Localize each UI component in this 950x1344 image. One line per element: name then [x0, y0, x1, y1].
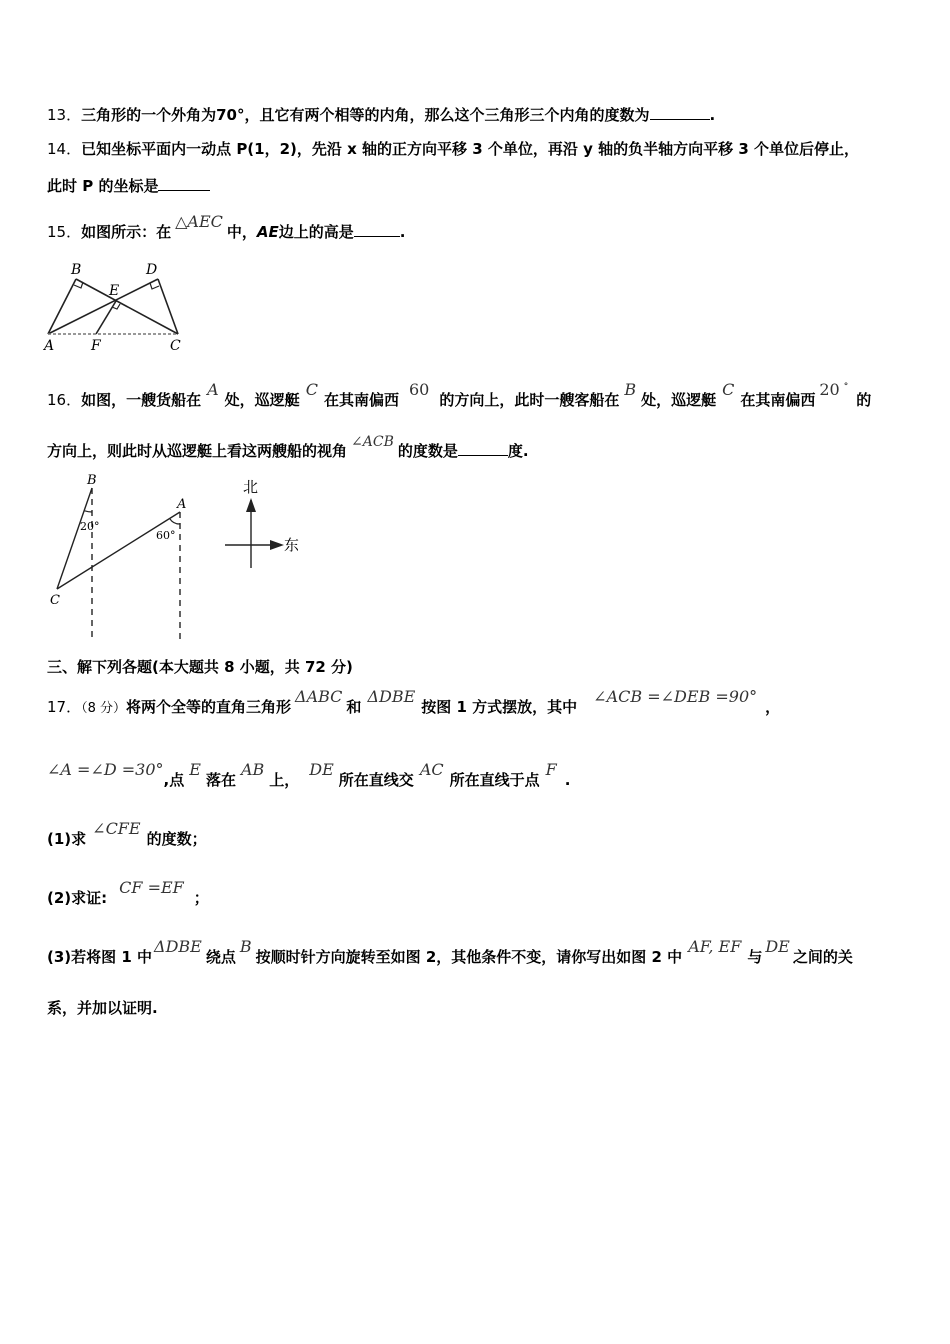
north-arrow-icon: [246, 498, 256, 512]
q13-angle: 70°: [216, 106, 245, 124]
q16-angle: ∠ACB: [351, 434, 394, 450]
q17-ab: AB: [240, 760, 265, 779]
q17-p3-line2: 系，并加以证明.: [47, 999, 158, 1017]
segment-ab: [48, 279, 76, 334]
q17-cond1: ∠ACB =∠DEB =90°: [593, 687, 758, 706]
q17-t1: 将两个全等的直角三角形: [126, 698, 292, 716]
q16-line2a: 方向上，则此时从巡逻艇上看这两艘船的视角: [47, 442, 348, 460]
label-d: D: [146, 262, 158, 278]
q15-text2: 中，: [226, 223, 257, 241]
q17-p2-eq: CF =EF: [119, 878, 184, 897]
q17-p3-pt: B: [239, 937, 252, 956]
q17-p3-b: 绕点: [205, 948, 236, 966]
section-3-heading: 三、解下列各题(本大题共 8 小题，共 72 分): [47, 658, 353, 676]
q16-line2c: 度.: [507, 442, 529, 460]
angle-arc-a: [170, 518, 180, 524]
q17-t8: .: [564, 771, 571, 789]
q17-part2: [47, 878, 209, 908]
q16-c2: C: [722, 380, 735, 399]
q14-text: 已知坐标平面内一动点 P(1，2)，先沿 x 轴的正方向平移 3 个单位，再沿 y 轴的负半轴方向平移 3 个单位后停止，: [81, 140, 860, 158]
question-17-line2: [47, 760, 571, 790]
q17-and: 和: [346, 698, 362, 716]
q16-a: A: [207, 380, 219, 399]
q17-p3-e: 之间的关: [792, 948, 853, 966]
q16-t4: 的方向上，此时一艘客船在: [439, 391, 620, 409]
segment-cd: [158, 279, 178, 334]
q16-number: 16．: [47, 391, 82, 409]
q17-t6: 所在直线交: [338, 771, 414, 789]
q15-text: 如图所示：在: [81, 223, 172, 241]
q17-t4: 落在: [205, 771, 236, 789]
q13-text: 三角形的一个外角为: [81, 106, 217, 124]
q17-part3-line2: [47, 997, 158, 1018]
q17-number: 17．: [47, 698, 82, 716]
q17-p3-d: 与: [747, 948, 763, 966]
q16-b: B: [624, 380, 637, 399]
q17-tri2: ΔDBE: [367, 687, 416, 706]
fig16-label-a: A: [177, 497, 187, 512]
q17-t7: 所在直线于点: [449, 771, 540, 789]
q17-cond2: ∠A =∠D =30°: [47, 760, 164, 779]
q15-triangle: △AEC: [175, 212, 223, 231]
q17-p1-angle: ∠CFE: [92, 819, 141, 838]
angle-arc-b: [85, 511, 92, 512]
question-13: [47, 104, 715, 125]
label-e: E: [109, 283, 120, 299]
q17-p1-end: 的度数；: [146, 830, 207, 848]
q16-line2b: 的度数是: [397, 442, 458, 460]
fig16-angle-20: 20°: [80, 520, 100, 533]
q16-t2: 处，巡逻艇: [224, 391, 300, 409]
q15-side: AE: [256, 223, 279, 241]
label-a: A: [44, 338, 55, 354]
q17-de: DE: [309, 760, 334, 779]
q16-deg2: 20: [819, 380, 840, 399]
q17-f: F: [545, 760, 557, 779]
q17-p2-end: ；: [193, 889, 209, 907]
q15-end: .: [399, 223, 406, 241]
compass-north-label: 北: [243, 478, 259, 496]
q16-t7: 的: [856, 391, 872, 409]
compass-east-label: 东: [284, 536, 300, 554]
question-14-line2: [47, 175, 210, 196]
q16-t3: 在其南偏西: [323, 391, 399, 409]
question-17: [47, 687, 781, 717]
q13-answer-blank: [650, 107, 710, 120]
q16-answer-blank: [458, 443, 508, 456]
q15-number: 15．: [47, 223, 82, 241]
line-cb: [57, 488, 92, 589]
q17-p3-a: (3)若将图 1 中: [47, 948, 153, 966]
q17-p1-label: (1)求: [47, 830, 87, 848]
q17-part1: [47, 819, 207, 849]
q13-text2: ，且它有两个相等的内角，那么这个三角形三个内角的度数为: [244, 106, 650, 124]
segment-ef: [96, 301, 116, 334]
q17-t3: ,点: [163, 771, 185, 789]
q15-text3: 边上的高是: [278, 223, 354, 241]
q17-comma: ，: [765, 698, 781, 716]
q17-p2-label: (2)求证:: [47, 889, 108, 907]
q16-t1: 如图，一艘货船在: [81, 391, 202, 409]
segment-ad: [48, 279, 158, 334]
q16-figure: [40, 468, 310, 643]
q14-number: 14．: [47, 140, 82, 158]
question-14: [47, 138, 859, 159]
q14-answer-blank: [158, 178, 210, 191]
q17-p3-c: 按顺时针方向旋转至如图 2，其他条件不变，请你写出如图 2 中: [255, 948, 683, 966]
q13-end: .: [709, 106, 716, 124]
q17-tri1: ΔABC: [295, 687, 343, 706]
fig16-label-b: B: [87, 473, 97, 488]
q16-t5: 处，巡逻艇: [641, 391, 717, 409]
segment-bc: [76, 279, 178, 334]
label-c: C: [170, 338, 181, 354]
east-arrow-icon: [270, 540, 284, 550]
q17-p3-tri: ΔDBE: [154, 937, 202, 956]
q17-p3-seg: AF, EF: [688, 937, 742, 956]
q17-part3: [47, 937, 853, 967]
question-16: 16．如图，一艘货船在A处，巡逻艇C在其南偏西60的方向上，此时一艘客船在B处，巡逻艇C在其南偏西20 °的: [47, 380, 872, 409]
q15-figure: [40, 258, 190, 354]
label-b: B: [71, 262, 82, 278]
q17-p3-de: DE: [765, 937, 790, 956]
q17-score: （8 分）: [81, 701, 126, 716]
q14-line2: 此时 P 的坐标是: [47, 177, 159, 195]
q15-answer-blank: [354, 224, 400, 237]
q17-e: E: [189, 760, 201, 779]
q17-t5: 上，: [269, 771, 300, 789]
q17-ac: AC: [419, 760, 444, 779]
q17-t2: 按图 1 方式摆放，其中: [421, 698, 578, 716]
q16-deg1: 60: [408, 380, 430, 399]
right-angle-d: [150, 283, 159, 289]
question-16-line2: [47, 434, 529, 461]
line-ca: [57, 512, 180, 589]
q16-t6: 在其南偏西: [740, 391, 816, 409]
fig16-label-c: C: [50, 593, 60, 608]
q16-c1: C: [305, 380, 318, 399]
q13-number: 13．: [47, 106, 82, 124]
label-f: F: [91, 338, 101, 354]
question-15: [47, 212, 406, 242]
fig16-angle-60: 60°: [156, 529, 176, 542]
